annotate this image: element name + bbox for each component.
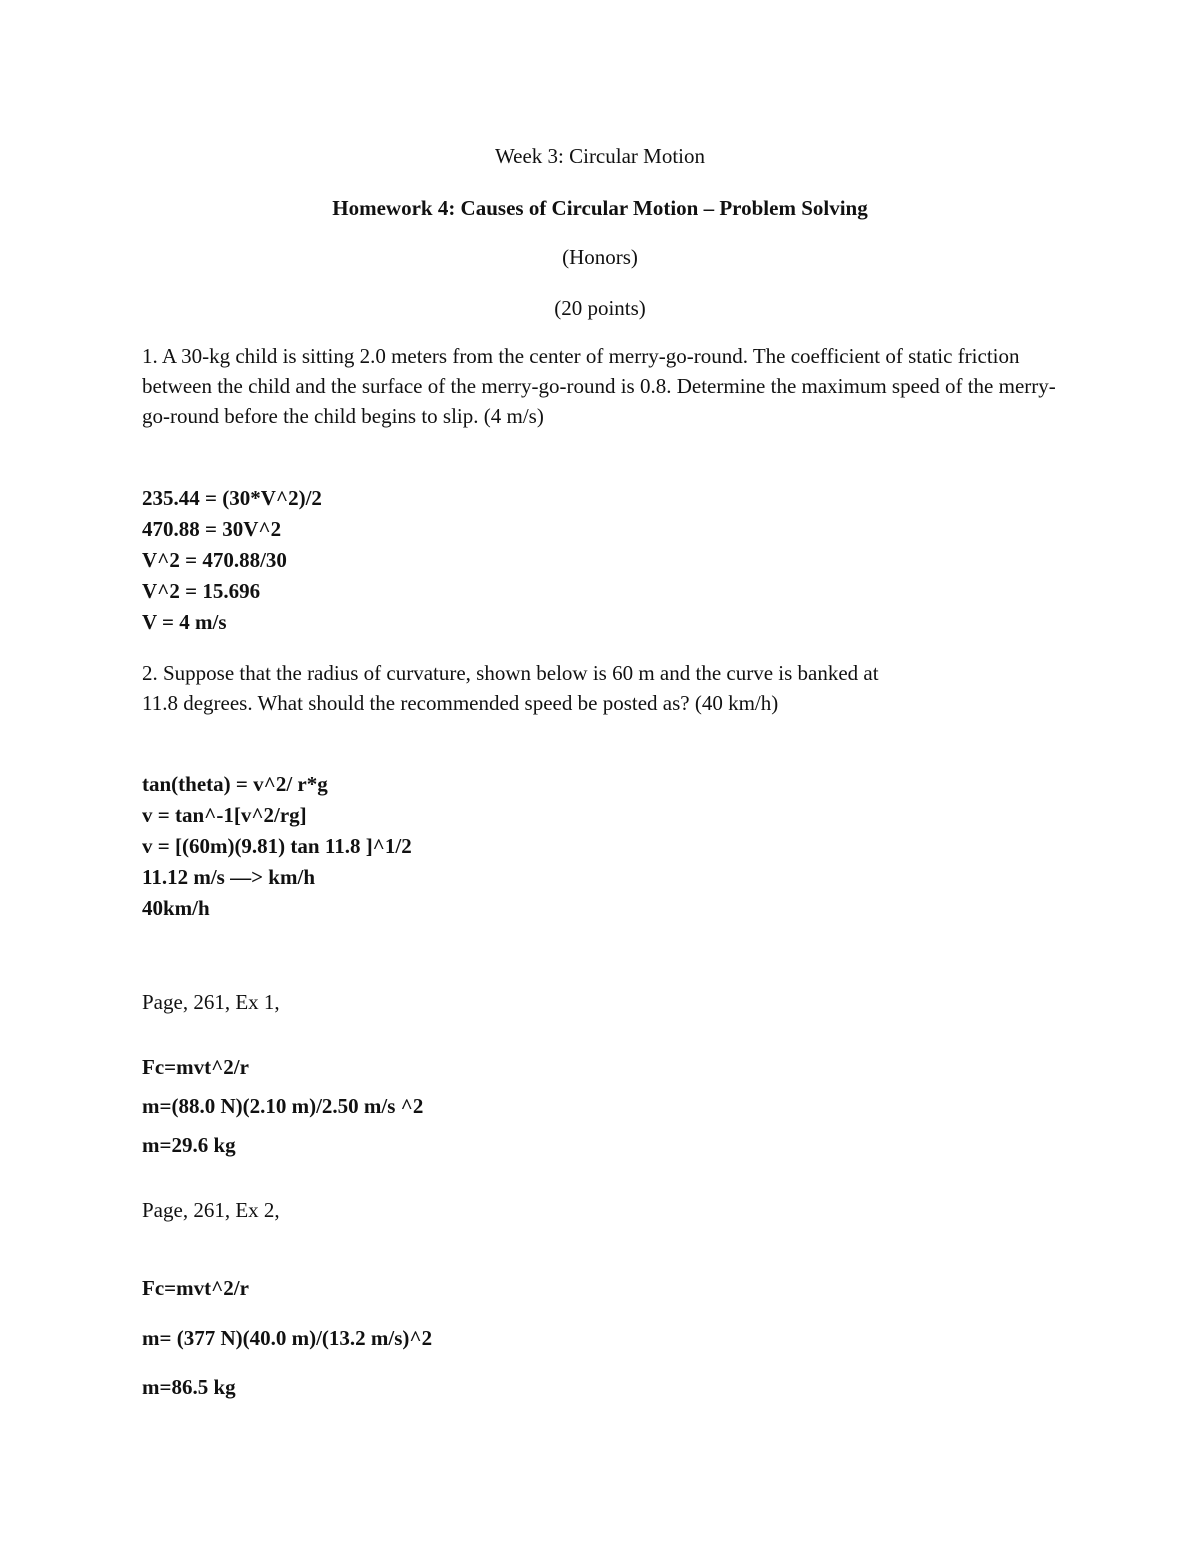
q2-work-line: tan(theta) = v^2/ r*g xyxy=(142,772,328,796)
q2-work-line: v = [(60m)(9.81) tan 11.8 ]^1/2 xyxy=(142,834,412,858)
q2-work-line: 11.12 m/s ––> km/h xyxy=(142,865,315,889)
ex1-work-line: Fc=mvt^2/r xyxy=(142,1055,249,1079)
q2-work-line: v = tan^-1[v^2/rg] xyxy=(142,803,307,827)
q1-work-line: V = 4 m/s xyxy=(142,610,227,634)
week-heading: Week 3: Circular Motion xyxy=(494,144,705,168)
honors-label: (Honors) xyxy=(562,245,638,269)
ex2-work-line: m= (377 N)(40.0 m)/(13.2 m/s)^2 xyxy=(142,1326,433,1350)
ex1-work-line: m=(88.0 N)(2.10 m)/2.50 m/s ^2 xyxy=(142,1094,424,1118)
q1-work-line: 235.44 = (30*V^2)/2 xyxy=(142,486,322,510)
ex2-work-line: Fc=mvt^2/r xyxy=(142,1276,249,1300)
q2-work-line: 40km/h xyxy=(142,896,210,920)
ex1-work-line: m=29.6 kg xyxy=(142,1133,236,1157)
q1-work-line: V^2 = 15.696 xyxy=(142,579,261,603)
q1-work-line: 470.88 = 30V^2 xyxy=(142,517,282,541)
question-2-line-1: 2. Suppose that the radius of curvature, shown below is 60 m and the curve is banked at xyxy=(142,661,879,685)
ex2-work-line: m=86.5 kg xyxy=(142,1375,236,1399)
question-2-line-2: 11.8 degrees. What should the recommended speed be posted as? (40 km/h) xyxy=(142,691,779,715)
question-1-text: 1. A 30-kg child is sitting 2.0 meters from the center of merry-go-round. The coefficient of static friction between the child and the surface of the merry-go-round is 0.8. Determine the maximum speed of the merry-go-round before the child begins to slip. (4 m/s) xyxy=(142,344,1056,428)
points-label: (20 points) xyxy=(554,296,646,320)
exercise-1-heading: Page, 261, Ex 1, xyxy=(142,990,280,1014)
exercise-2-heading: Page, 261, Ex 2, xyxy=(142,1198,280,1222)
homework-title: Homework 4: Causes of Circular Motion – Problem Solving xyxy=(332,196,868,220)
q1-work-line: V^2 = 470.88/30 xyxy=(142,548,287,572)
